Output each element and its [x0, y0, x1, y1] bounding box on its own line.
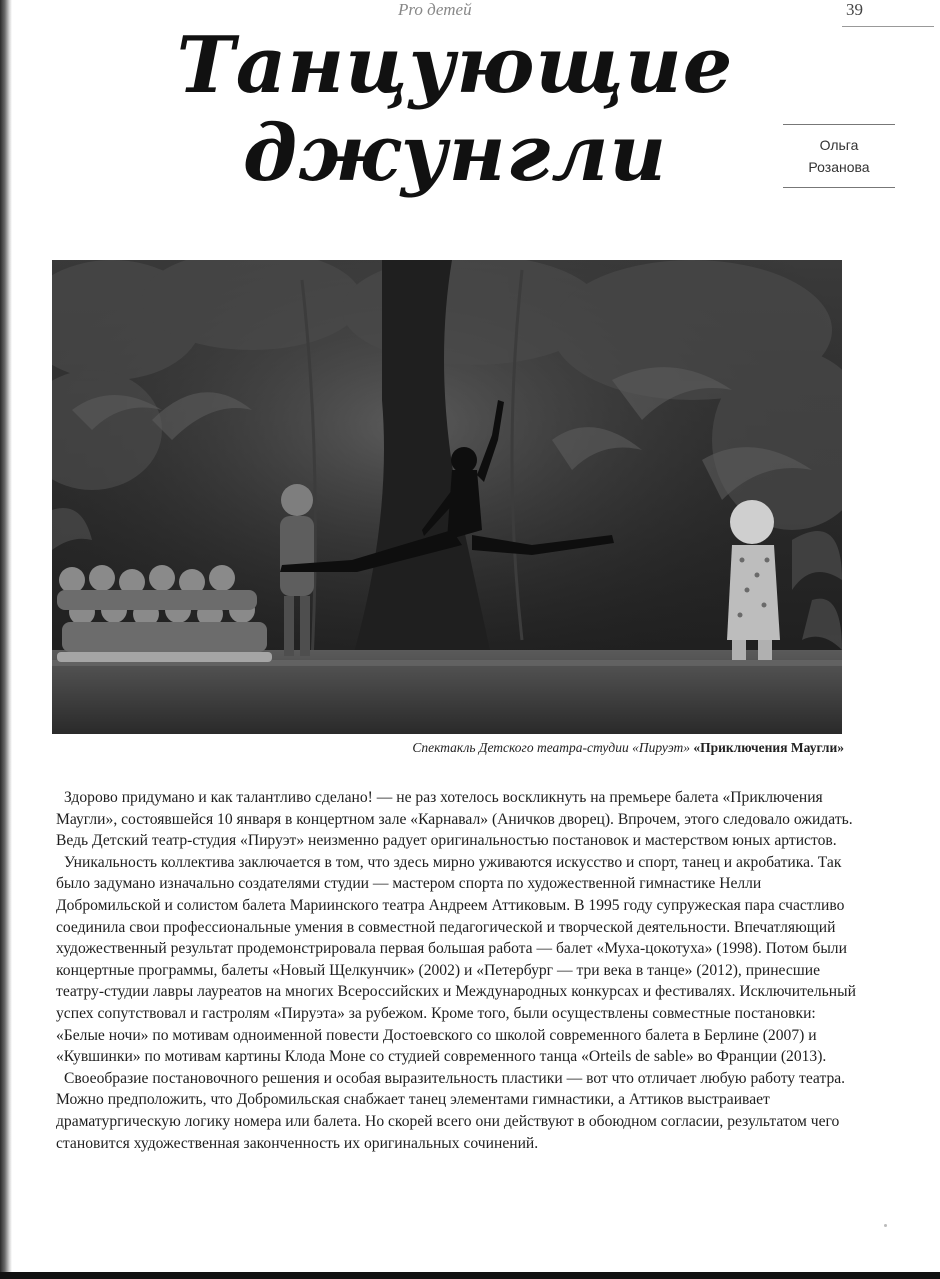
- article-paragraph-1: Здорово придумано и как талантливо сделано! — не раз хотелось воскликнуть на премьере балета «Приключения Маугли», состоявшейся 10 января в концертном зале «Карнавал» (Аничков дворец). Впрочем, этого следовало ожидать. Ведь Детский театр-студия «Пируэт» неизменно радует оригинальностью постановок и мастерством юных артистов.: [56, 789, 853, 850]
- author-byline: [783, 124, 895, 188]
- photo-caption-text: Спектакль Детского театра-студии «Пируэт»: [412, 740, 690, 755]
- author-last-name: Розанова: [808, 159, 870, 175]
- leopard-costume-dancer: [727, 500, 780, 660]
- article-paragraph-3: Своеобразие постановочного решения и особая выразительность пластики — вот что отличает любую работу театра. Можно предположить, что Добромильская снабжает танец элементами гимнастики, а Аттиков выстраивает драматургическую логику номера или балета. Но скорей всего они действуют в обоюдном согласии, результатом чего становится художественная законченность их оригинальных сочинений.: [56, 1069, 846, 1152]
- photo-caption-title: «Приключения Маугли»: [693, 740, 844, 755]
- article-title: [130, 22, 780, 198]
- running-head: Pro детей: [398, 0, 472, 19]
- article-title-line-1: Танцующие: [176, 20, 734, 111]
- page-number: 39: [846, 0, 863, 19]
- author-first-name: Ольга: [819, 137, 859, 153]
- jungle-stage-scene: [52, 260, 842, 734]
- scan-page-edge: [0, 0, 12, 1279]
- article-body: [56, 787, 856, 1154]
- scan-bottom-edge: [0, 1272, 940, 1279]
- photo-caption: [52, 740, 844, 756]
- article-title-line-2: джунгли: [242, 108, 668, 199]
- scan-speck: [884, 1224, 887, 1227]
- article-paragraph-2: Уникальность коллектива заключается в том, что здесь мирно уживаются искусство и спорт, танец и акробатика. Так было задумано изначально создателями студии — мастером спорта по художественной гимнастике Нелли Добромильской и солистом балета Мариинского театра Андреем Аттиковым. В 1995 году супружеская пара счастливо соединила свои профессиональные умения в совместной педагогической и творческой деятельности. Впечатляющий художественный результат продемонстрировала первая большая работа — балет «Муха-цокотуха» (1998). Потом были концертные программы, балеты «Новый Щелкунчик» (2002) и «Петербург — три века в танце» (2012), принесшие театру-студии лавры лауреатов на многих Всероссийских и Международных конкурсах и фестивалях. Исключительный успех сопутствовал и гастролям «Пируэта» за рубежом. Кроме того, были осуществлены совместные постановки: «Белые ночи» по мотивам одноименной повести Достоевского со школой современного балета в Берлине (2007) и «Кувшинки» по мотивам картины Клода Моне со студией современного танца «Orteils de sable» во Франции (2013).: [56, 853, 856, 1066]
- ballet-photo: [52, 260, 842, 734]
- header-rule: [842, 26, 934, 27]
